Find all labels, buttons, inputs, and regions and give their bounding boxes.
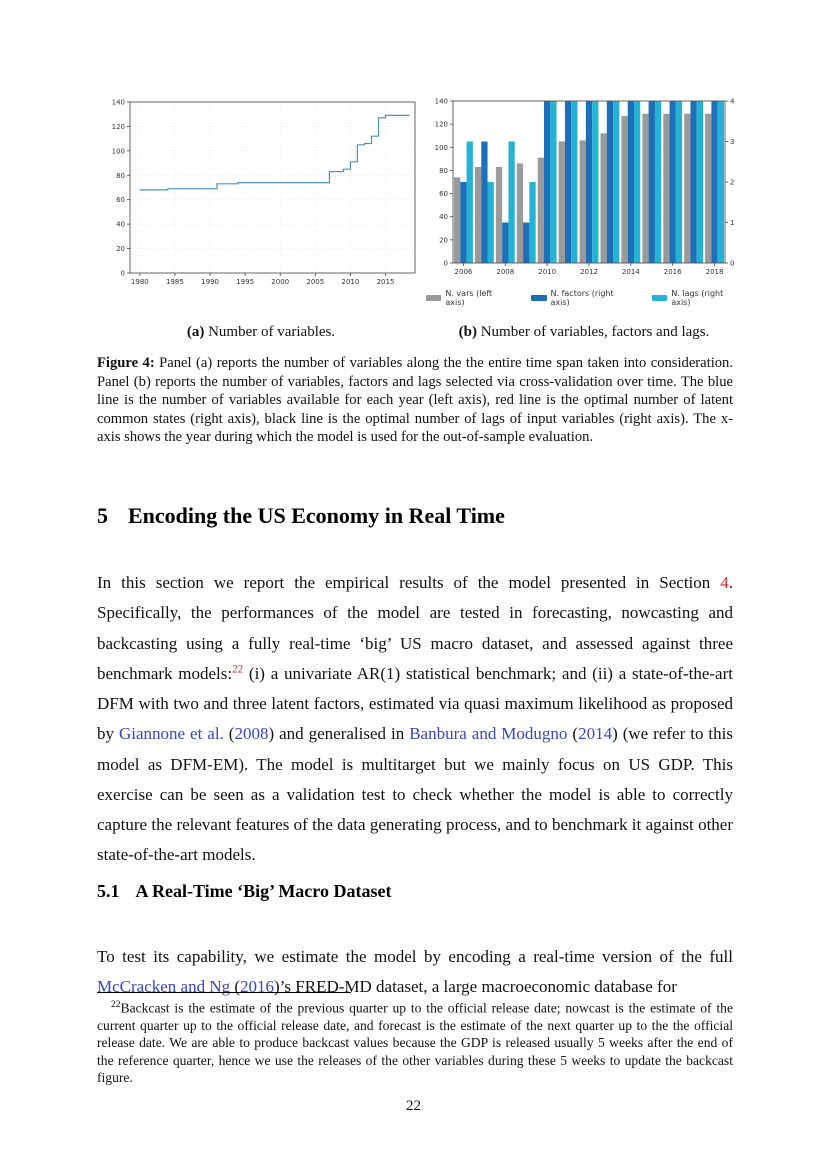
svg-text:0: 0 <box>443 259 448 268</box>
citation-link[interactable]: 2008 <box>234 724 269 744</box>
svg-text:1985: 1985 <box>166 278 184 286</box>
footnote-rule <box>97 992 351 993</box>
text-run: ) (we refer to this model as DFM-EM). The model is multitarget but we mainly focus on US GDP. This exercise can be seen as a validation test to check whether the model is able to correctly capture the relevant features of the data generating process, and to benchmark it against other state-of-the-art models. <box>97 724 733 865</box>
panel-b-caption-label: (b) <box>458 324 477 340</box>
svg-text:3: 3 <box>730 138 735 146</box>
paragraph-empirical-results <box>97 568 733 871</box>
section-5-1-heading <box>97 881 391 902</box>
legend-label: N. lags (right axis) <box>671 289 724 307</box>
svg-text:2010: 2010 <box>538 268 557 276</box>
svg-text:120: 120 <box>434 120 448 129</box>
text-run: ) and generalised in <box>268 724 410 744</box>
figure-4-caption-label: Figure 4: <box>97 355 155 371</box>
svg-text:2006: 2006 <box>454 268 473 276</box>
legend-swatch <box>426 295 441 301</box>
svg-text:40: 40 <box>439 213 448 222</box>
legend-swatch <box>652 295 667 301</box>
figure-4-caption <box>97 354 733 447</box>
svg-text:0: 0 <box>120 269 125 278</box>
footnote-22-marker: 22 <box>111 1000 121 1010</box>
svg-text:1980: 1980 <box>130 278 149 286</box>
panel-b-caption-text: Number of variables, factors and lags. <box>476 324 710 340</box>
figure-panel-b <box>426 95 742 341</box>
svg-text:2014: 2014 <box>621 268 640 276</box>
legend-label: N. factors (right axis) <box>550 289 614 307</box>
footnote-22-text: Backcast is the estimate of the previous quarter up to the official release date; nowcast is the estimate of the current quarter up to the official release date, and forecast is the estimate of the next quarter up to the the official release date. We are able to produce backcast values because the GDP is released usually 5 weeks after the end of the reference quarter, hence we use the releases of the other variables during these 5 weeks to update the backcast figure. <box>97 1000 733 1086</box>
svg-text:100: 100 <box>111 147 125 156</box>
section-5-title: Encoding the US Economy in Real Time <box>128 503 505 528</box>
svg-text:4: 4 <box>730 97 735 106</box>
svg-text:2012: 2012 <box>580 268 598 276</box>
svg-text:40: 40 <box>116 220 125 229</box>
citation-link[interactable]: 2016 <box>240 977 275 997</box>
svg-text:80: 80 <box>439 166 448 175</box>
citation-link[interactable]: McCracken and Ng <box>97 977 231 997</box>
text-run: ( <box>223 724 235 744</box>
text-run: )’s FRED-MD dataset, a large macroeconomic database for <box>274 977 677 997</box>
svg-text:2016: 2016 <box>663 268 682 276</box>
svg-text:2005: 2005 <box>306 278 325 286</box>
svg-text:2: 2 <box>730 178 735 187</box>
svg-text:0: 0 <box>730 259 735 268</box>
svg-text:2010: 2010 <box>341 278 360 286</box>
page-number: 22 <box>406 1098 421 1114</box>
legend-item <box>652 289 742 307</box>
citation-link[interactable]: Giannone et al. <box>118 724 224 744</box>
figure-4 <box>100 95 742 341</box>
text-run: In this section we report the empirical results of the model presented in Section <box>97 573 721 592</box>
svg-text:20: 20 <box>116 245 125 254</box>
svg-text:80: 80 <box>116 171 125 180</box>
section-5-1-title: A Real-Time ‘Big’ Macro Dataset <box>135 881 392 901</box>
bar-chart-vars-factors-lags <box>426 95 742 285</box>
figure-panel-a <box>100 95 422 341</box>
svg-text:2018: 2018 <box>705 268 724 276</box>
panel-a-caption <box>187 324 335 341</box>
svg-text:100: 100 <box>434 143 448 152</box>
footnote-ref-link[interactable]: 22 <box>232 663 244 676</box>
panel-a-caption-text: Number of variables. <box>204 324 336 340</box>
footnote-22 <box>97 999 733 1086</box>
legend-item <box>426 289 511 307</box>
svg-text:60: 60 <box>116 196 125 205</box>
svg-text:1: 1 <box>730 219 735 227</box>
legend-item <box>531 289 632 307</box>
legend-label: N. vars (left axis) <box>445 289 493 307</box>
legend-swatch <box>531 295 546 301</box>
paragraph-dataset-intro <box>97 942 733 1003</box>
section-ref-link[interactable]: 4 <box>720 573 729 592</box>
panel-b-caption <box>459 324 710 341</box>
text-run: To test its capability, we estimate the model by encoding a real-time version of the full <box>97 947 733 966</box>
section-5-heading <box>97 503 505 529</box>
figure-4-caption-text: Panel (a) reports the number of variables along the the entire time span taken into consideration. Panel (b) reports the number of variables, factors and lags selected via cross-validation over time. The blue line is the number of variables available for each year (left axis), red line is the optimal number of latent common states (right axis), black line is the optimal number of lags of input variables (right axis). The x-axis shows the year during which the model is used for the out-of-sample evaluation. <box>97 355 733 446</box>
svg-text:1990: 1990 <box>201 278 219 286</box>
panel-a-caption-label: (a) <box>186 324 205 340</box>
svg-text:2000: 2000 <box>271 278 290 286</box>
citation-link[interactable]: Banbura and Modugno <box>409 724 568 744</box>
citation-link[interactable]: 2014 <box>578 724 613 744</box>
svg-text:2008: 2008 <box>496 268 515 276</box>
svg-text:60: 60 <box>439 190 448 199</box>
svg-text:20: 20 <box>439 236 448 245</box>
svg-text:140: 140 <box>111 98 125 107</box>
line-chart-number-of-variables <box>100 95 422 295</box>
section-5-1-number: 5.1 <box>97 881 120 901</box>
section-5-number: 5 <box>97 503 108 528</box>
text-run: . Specifically, the performances of the model are tested in forecasting, nowcasting and backcasting using a fully real-time ‘big’ US macro dataset, and assessed against three benchmark models: <box>97 573 733 683</box>
svg-text:140: 140 <box>434 97 448 106</box>
svg-text:2015: 2015 <box>376 278 395 286</box>
svg-text:1995: 1995 <box>236 278 255 286</box>
text-run: (i) a univariate AR(1) statistical benchmark; and (ii) a state-of-the-art DFM with two and three latent factors, estimated via quasi maximum likelihood as proposed by <box>97 663 733 744</box>
text-run: ( <box>567 724 579 744</box>
svg-text:120: 120 <box>111 122 125 131</box>
text-run: ( <box>230 977 241 997</box>
bar-chart-legend <box>426 289 742 307</box>
footnote-ref-superscript[interactable] <box>232 663 243 675</box>
